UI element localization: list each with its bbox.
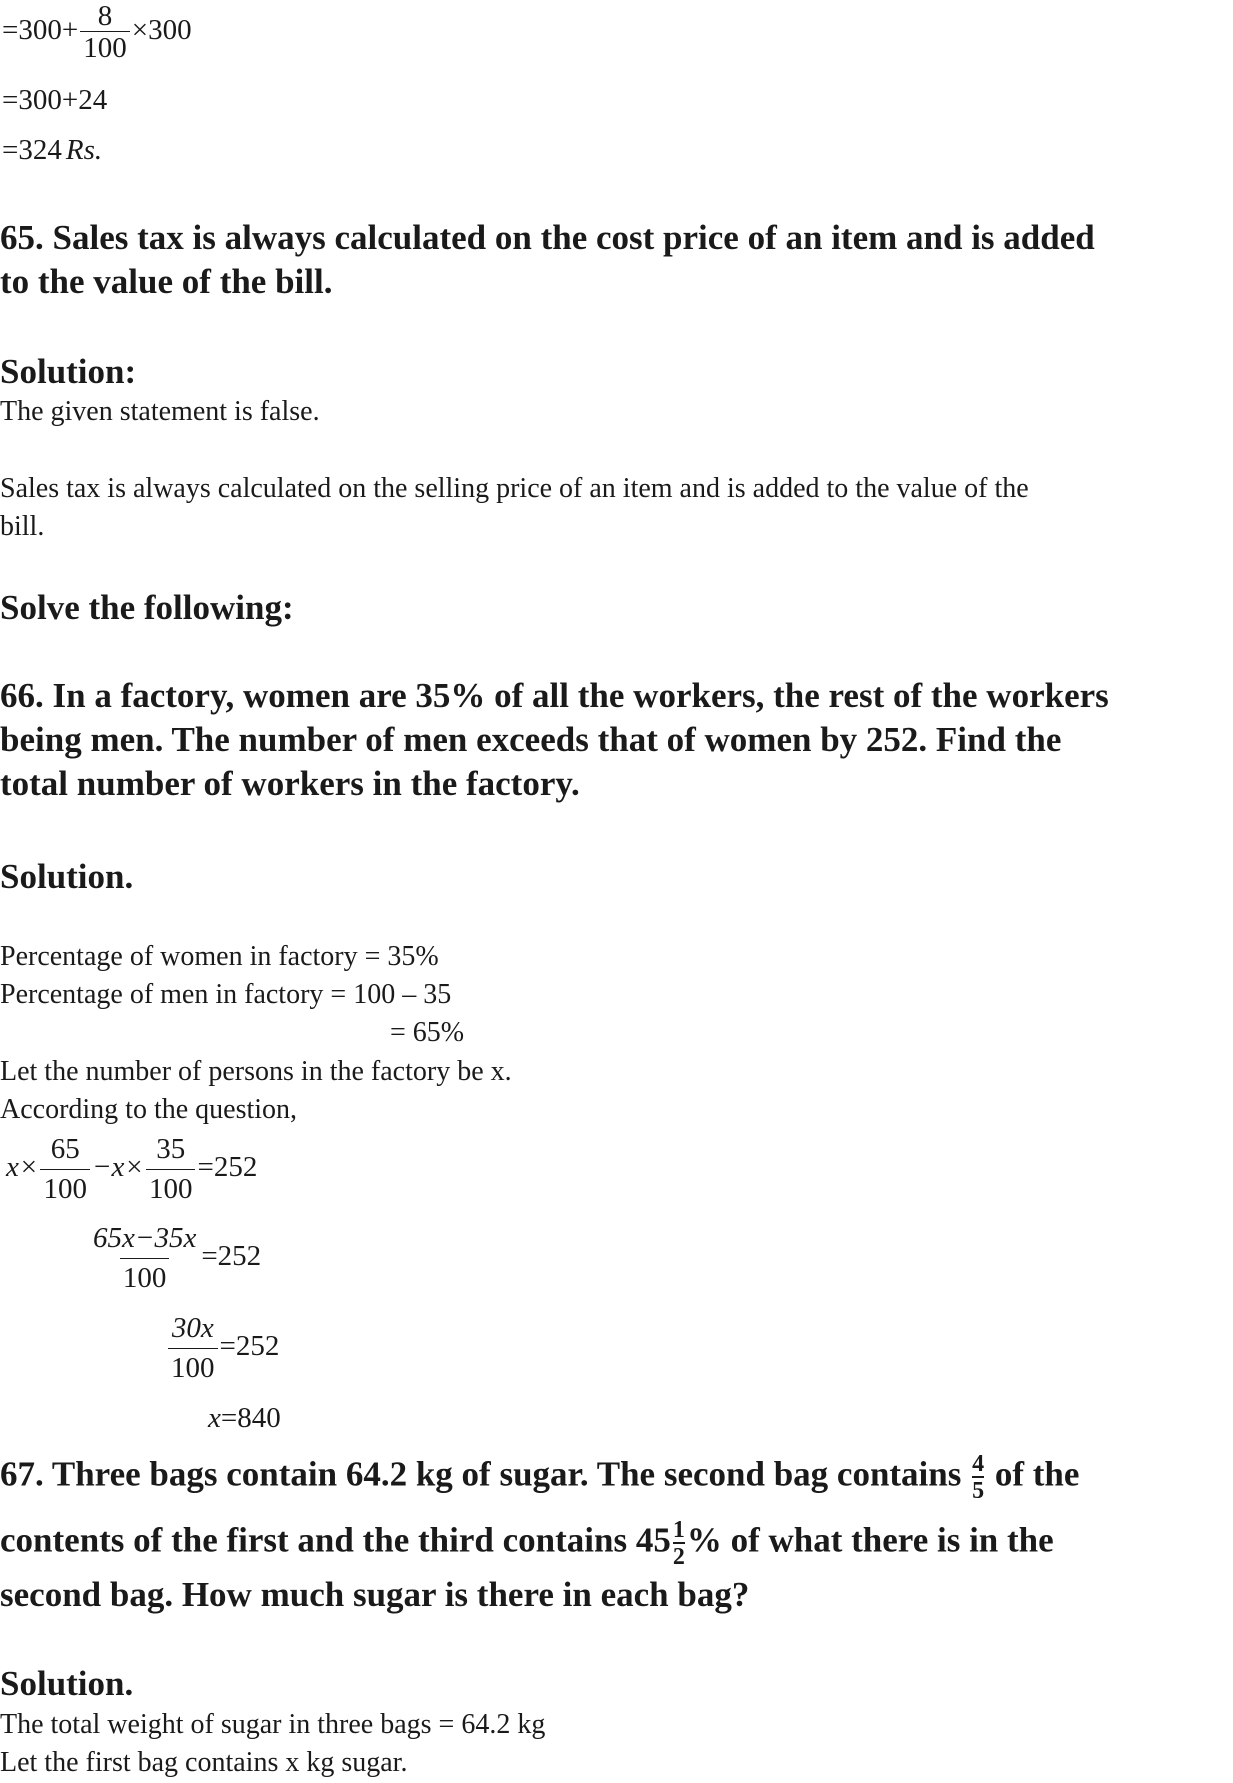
fraction-35-100 bbox=[146, 1135, 196, 1204]
currency-unit: Rs. bbox=[65, 134, 103, 166]
question-65 bbox=[0, 216, 1095, 304]
fraction-numerator: 8 bbox=[97, 0, 113, 32]
fraction-numerator: 4 bbox=[972, 1451, 985, 1477]
solution-line-66-2: Percentage of men in factory = 100 – 35 bbox=[0, 979, 452, 1010]
question-line: total number of workers in the factory. bbox=[0, 764, 580, 803]
question-line: being men. The number of men exceeds that of women by 252. Find the bbox=[0, 720, 1062, 759]
eq-term: x× bbox=[6, 1151, 39, 1184]
fraction-numerator: 1 bbox=[672, 1517, 685, 1543]
fraction-denominator: 100 bbox=[80, 31, 130, 63]
calc-line-1 bbox=[2, 2, 192, 63]
calc-term: =300+ bbox=[2, 14, 79, 47]
question-67-line-3: second bag. How much sugar is there in each bag? bbox=[0, 1575, 750, 1614]
solution-line-66-5: According to the question, bbox=[0, 1094, 298, 1125]
fraction-65-100 bbox=[40, 1135, 90, 1204]
fraction-denominator: 2 bbox=[672, 1544, 685, 1570]
fraction-8-100 bbox=[80, 2, 130, 63]
eq-term: =252 bbox=[201, 1240, 262, 1273]
fraction-4-5 bbox=[972, 1452, 984, 1503]
solution-heading-67: Solution. bbox=[0, 1664, 134, 1703]
question-line: 66. In a factory, women are 35% of all the workers, the rest of the workers bbox=[0, 676, 1109, 715]
solution-line-67-2: Let the first bag contains x kg sugar. bbox=[0, 1747, 408, 1778]
eq-term: =840 bbox=[220, 1402, 281, 1434]
eq-term: =252 bbox=[197, 1151, 258, 1184]
calc-term: ×300 bbox=[131, 14, 192, 47]
fraction-65x-35x bbox=[90, 1224, 199, 1293]
fraction-denominator: 100 bbox=[168, 1348, 218, 1383]
fraction-numerator: 65x−35x bbox=[93, 1222, 197, 1254]
fraction-numerator: 35 bbox=[156, 1133, 186, 1165]
question-67-line-1 bbox=[0, 1452, 1079, 1503]
question-66 bbox=[0, 674, 1109, 806]
fraction-denominator: 5 bbox=[972, 1478, 985, 1504]
eq-term: =252 bbox=[219, 1330, 280, 1363]
solution-text-65-a: The given statement is false. bbox=[0, 396, 320, 427]
eq-term: −x× bbox=[91, 1151, 144, 1184]
solution-heading-66: Solution. bbox=[0, 857, 134, 896]
fraction-numerator: 65 bbox=[50, 1133, 80, 1165]
solution-heading-65: Solution: bbox=[0, 352, 137, 391]
question-text: of the bbox=[994, 1454, 1080, 1494]
question-text: 67. Three bags contain 64.2 kg of sugar. The second bag contains bbox=[0, 1454, 962, 1494]
solution-line-66-4: Let the number of persons in the factory be x. bbox=[0, 1056, 512, 1087]
fraction-denominator: 100 bbox=[120, 1258, 170, 1293]
eq-term: x bbox=[208, 1402, 221, 1434]
question-line: to the value of the bill. bbox=[0, 262, 333, 301]
question-text: % of what there is in the bbox=[686, 1520, 1054, 1560]
equation-4 bbox=[208, 1404, 281, 1433]
equation-2 bbox=[88, 1224, 261, 1293]
calc-line-3 bbox=[2, 136, 102, 165]
solution-text-65-b bbox=[0, 470, 1029, 546]
calc-line-2: =300+24 bbox=[2, 84, 108, 116]
section-heading: Solve the following: bbox=[0, 588, 294, 627]
fraction-1-2 bbox=[673, 1518, 685, 1569]
question-line: 65. Sales tax is always calculated on the cost price of an item and is added bbox=[0, 218, 1095, 257]
question-text: contents of the first and the third contains 45 bbox=[0, 1520, 671, 1560]
text-line: Sales tax is always calculated on the selling price of an item and is added to the value of the bbox=[0, 473, 1029, 504]
equation-1 bbox=[6, 1135, 257, 1204]
equation-3 bbox=[166, 1314, 279, 1383]
fraction-30x-100 bbox=[168, 1314, 218, 1383]
solution-line-66-1: Percentage of women in factory = 35% bbox=[0, 941, 439, 972]
fraction-numerator: 30x bbox=[171, 1312, 214, 1344]
fraction-denominator: 100 bbox=[40, 1169, 90, 1204]
fraction-denominator: 100 bbox=[146, 1169, 196, 1204]
solution-line-66-3: = 65% bbox=[390, 1017, 465, 1048]
solution-line-67-1: The total weight of sugar in three bags = 64.2 kg bbox=[0, 1709, 546, 1740]
question-67-line-2 bbox=[0, 1518, 1054, 1569]
calc-term: =324 bbox=[2, 134, 62, 166]
text-line: bill. bbox=[0, 511, 45, 542]
